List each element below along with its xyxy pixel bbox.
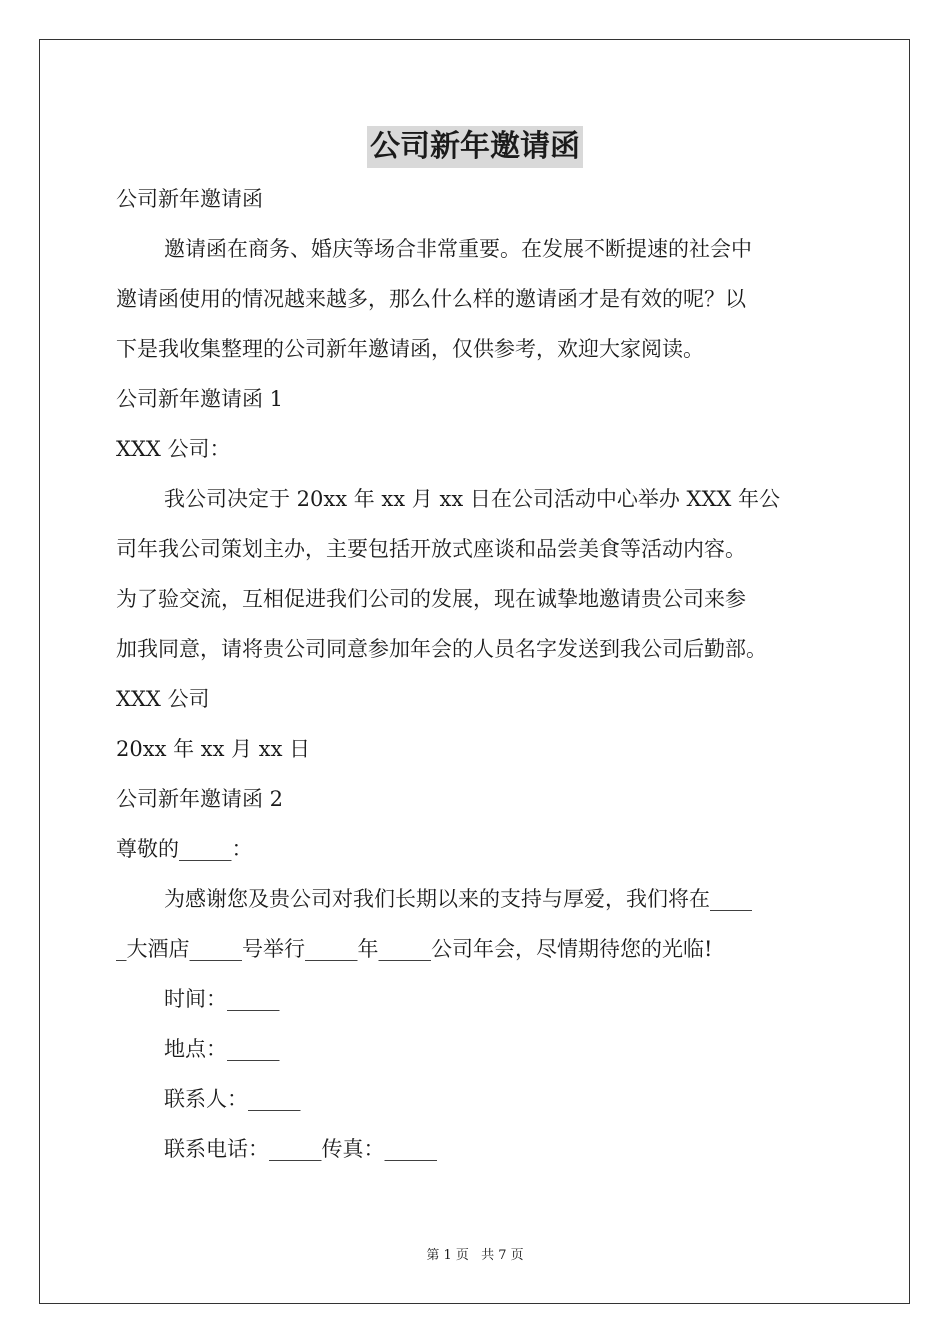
letter1-signature: XXX 公司 — [116, 687, 210, 711]
letter1-date: 20xx 年 xx 月 xx 日 — [116, 737, 311, 761]
subtitle-line: 公司新年邀请函 — [116, 187, 263, 211]
letter2-body-line-2: _大酒店_____号举行_____年_____公司年会，尽情期待您的光临! — [116, 937, 713, 961]
letter1-body-line-2: 司年我公司策划主办，主要包括开放式座谈和品尝美食等活动内容。 — [116, 537, 746, 561]
letter1-body-line-1: 我公司决定于 20xx 年 xx 月 xx 日在公司活动中心举办 XXX 年公 — [164, 487, 781, 511]
letter2-body-line-1: 为感谢您及贵公司对我们长期以来的支持与厚爱，我们将在____ — [164, 887, 752, 911]
contact-person-field: 联系人：_____ — [164, 1087, 301, 1111]
phone-fax-field: 联系电话：_____传真：_____ — [164, 1137, 437, 1161]
section-heading-2: 公司新年邀请函 2 — [116, 787, 284, 811]
intro-paragraph-line-2: 邀请函使用的情况越来越多，那么什么样的邀请函才是有效的呢？以 — [116, 287, 746, 311]
page-total: 共 7 页 — [481, 1248, 524, 1263]
salutation-1: XXX 公司： — [116, 437, 231, 461]
letter1-body-line-3: 为了验交流，互相促进我们公司的发展，现在诚挚地邀请贵公司来参 — [116, 587, 746, 611]
page-border — [39, 39, 910, 1304]
section-heading-1: 公司新年邀请函 1 — [116, 387, 284, 411]
page-footer — [0, 1247, 950, 1265]
salutation-2: 尊敬的_____： — [116, 837, 253, 861]
location-field: 地点：_____ — [164, 1037, 280, 1061]
document-title: 公司新年邀请函 — [367, 126, 583, 168]
title-container — [0, 126, 950, 168]
intro-paragraph-line-1: 邀请函在商务、婚庆等场合非常重要。在发展不断提速的社会中 — [164, 237, 752, 261]
intro-paragraph-line-3: 下是我收集整理的公司新年邀请函，仅供参考，欢迎大家阅读。 — [116, 337, 704, 361]
page-number: 第 1 页 — [426, 1248, 469, 1263]
letter1-body-line-4: 加我同意，请将贵公司同意参加年会的人员名字发送到我公司后勤部。 — [116, 637, 767, 661]
time-field: 时间：_____ — [164, 987, 280, 1011]
